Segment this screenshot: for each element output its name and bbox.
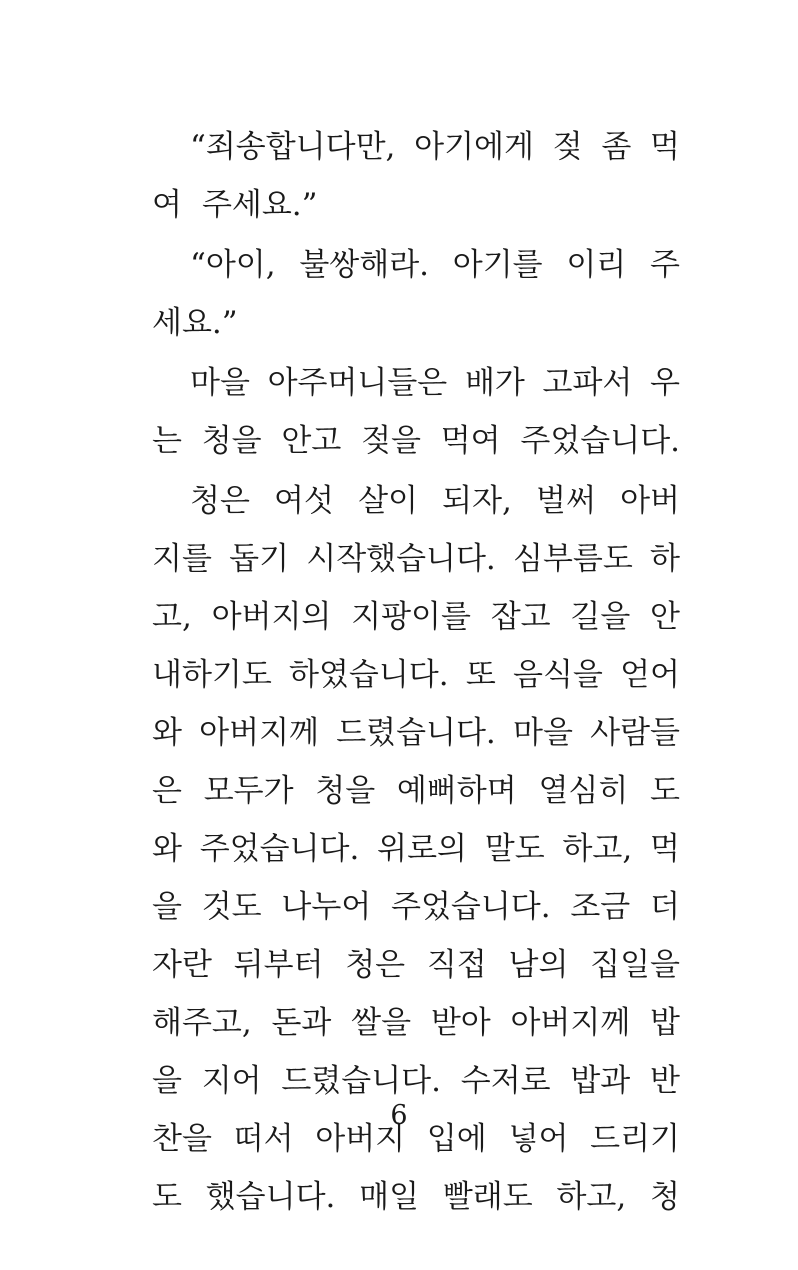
text-line (152, 176, 680, 234)
word: 청을 (201, 423, 262, 459)
text-line (152, 118, 680, 176)
word: 배가 (464, 365, 525, 401)
word: 안 (650, 599, 680, 635)
word: 아주머니들은 (267, 365, 448, 401)
word: 돕기 (229, 541, 290, 577)
word: 더 (650, 889, 680, 925)
text-line (152, 878, 680, 936)
word: 잡고 (490, 599, 551, 635)
word: 밥과 (570, 1063, 631, 1099)
word: 조금 (570, 889, 631, 925)
word: 빨래도 (442, 1179, 533, 1215)
page-number: 6 (390, 1100, 408, 1131)
word: 하고, (556, 1179, 627, 1215)
text-line (152, 236, 680, 294)
word: 불쌍해라. (299, 247, 429, 283)
word: 직접 (426, 947, 487, 983)
word: 주세요.” (201, 187, 318, 223)
word: 하 (650, 541, 680, 577)
text-line (152, 994, 680, 1052)
word: 벌써 (536, 483, 596, 519)
word: 시작했습니다. (306, 541, 496, 577)
text-line (152, 704, 680, 762)
text-line (152, 294, 680, 352)
word: 와 (152, 831, 182, 867)
word: 청은 (190, 483, 250, 519)
word: 아기를 (452, 247, 543, 283)
word: 아버지의 (211, 599, 332, 635)
word: 떠서 (233, 1121, 294, 1157)
word: 반 (650, 1063, 680, 1099)
word: 밥 (650, 1005, 680, 1041)
word: 드렸습니다. (281, 1063, 441, 1099)
word: 청 (650, 1179, 680, 1215)
word: 은 (152, 773, 182, 809)
word: 하였습니다. (289, 657, 449, 693)
text-line (152, 820, 680, 878)
word: 돈과 (271, 1005, 332, 1041)
word: 와 (152, 715, 182, 751)
word: 주었습니다. (520, 423, 680, 459)
word: 수저로 (460, 1063, 551, 1099)
word: 아버지께 (199, 715, 319, 751)
word: 도 (152, 1179, 182, 1215)
word: 도 (650, 773, 680, 809)
text-line (152, 1168, 680, 1226)
word: 먹 (650, 129, 680, 165)
word: 청을 (315, 773, 376, 809)
word: 여섯 (274, 483, 334, 519)
word: 을 (152, 889, 182, 925)
word: 드렸습니다. (336, 715, 496, 751)
word: 이리 (566, 247, 627, 283)
text-line (152, 936, 680, 994)
word: 음식을 (513, 657, 603, 693)
word: 했습니다. (205, 1179, 336, 1215)
word: 안고 (281, 423, 342, 459)
word: 얻어 (620, 657, 680, 693)
word: 예뻐하며 (396, 773, 517, 809)
text-line (152, 472, 680, 530)
word: 모두가 (203, 773, 294, 809)
word: 젖 (552, 129, 583, 165)
word: 심부름도 (513, 541, 633, 577)
word: 좀 (601, 129, 632, 165)
word: 마을 (513, 715, 573, 751)
word: 뒤부터 (233, 947, 324, 983)
word: “아이, (190, 247, 276, 283)
word: 지어 (201, 1063, 262, 1099)
word: 고파서 (542, 365, 633, 401)
word: 집일을 (590, 947, 680, 983)
word: 젖을 (361, 423, 421, 459)
word: 아버 (620, 483, 680, 519)
word: 되자, (442, 483, 512, 519)
word: 매일 (359, 1179, 420, 1215)
word: 먹여 (440, 423, 501, 459)
body-text (152, 118, 680, 1226)
word: 드리기 (590, 1121, 680, 1157)
word: 주 (650, 247, 680, 283)
word: “죄송합니다만, (190, 129, 396, 165)
word: 을 (152, 1063, 182, 1099)
word: 받아 (430, 1005, 491, 1041)
word: 아버지께 (510, 1005, 631, 1041)
word: 길을 (570, 599, 631, 635)
text-line (152, 588, 680, 646)
text-line (152, 530, 680, 588)
word: 해주고, (152, 1005, 252, 1041)
word: 마을 (190, 365, 250, 401)
word: 넣어 (508, 1121, 569, 1157)
word: 자란 (152, 947, 212, 983)
word: 아기에게 (414, 129, 534, 165)
word: 먹 (650, 831, 680, 867)
word: 는 (152, 423, 182, 459)
word: 사람들 (590, 715, 680, 751)
text-line (152, 762, 680, 820)
word: 하고, (562, 831, 633, 867)
word: 남의 (508, 947, 569, 983)
word: 찬을 (152, 1121, 212, 1157)
word: 주었습니다. (199, 831, 360, 867)
word: 고, (152, 599, 192, 635)
word: 쌀을 (351, 1005, 412, 1041)
word: 또 (465, 657, 496, 693)
word: 말도 (484, 831, 545, 867)
word: 세요.” (152, 305, 238, 341)
word: 내하기도 (152, 657, 272, 693)
word: 것도 (201, 889, 262, 925)
word: 살이 (358, 483, 418, 519)
word: 주었습니다. (391, 889, 551, 925)
text-line (152, 412, 680, 470)
word: 나누어 (281, 889, 372, 925)
text-line (152, 646, 680, 704)
word: 청은 (345, 947, 406, 983)
word: 우 (650, 365, 680, 401)
word: 열심히 (538, 773, 629, 809)
word: 여 (152, 187, 182, 223)
word: 입에 (426, 1121, 487, 1157)
text-line (152, 354, 680, 412)
word: 지팡이를 (351, 599, 471, 635)
word: 지를 (152, 541, 212, 577)
word: 위로의 (377, 831, 467, 867)
word: 아버지 (315, 1121, 406, 1157)
